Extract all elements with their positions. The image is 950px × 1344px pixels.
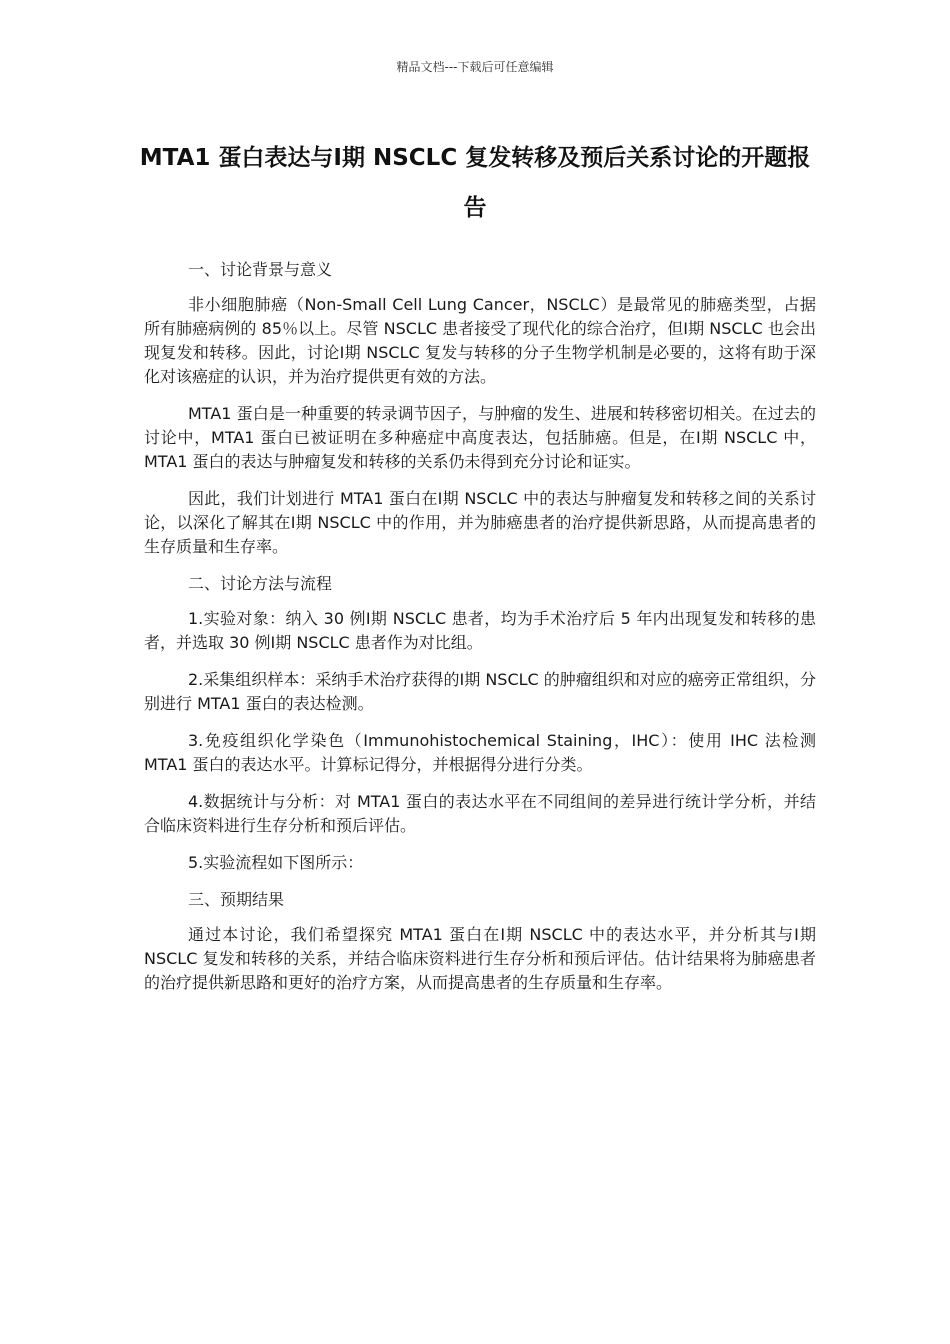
paragraph-background-3: 因此，我们计划进行 MTA1 蛋白在Ⅰ期 NSCLC 中的表达与肿瘤复发和转移之间的关系讨论，以深化了解其在Ⅰ期 NSCLC 中的作用，并为肺癌患者的治疗提供新思路，从而提高患者的生存质量和生存率。 — [144, 489, 816, 556]
document-title: MTA1 蛋白表达与Ⅰ期 NSCLC 复发转移及预后关系讨论的开题报告 — [139, 145, 811, 221]
paragraph-methods-2: 2.采集组织样本：采纳手术治疗获得的Ⅰ期 NSCLC 的肿瘤组织和对应的癌旁正常组织，分别进行 MTA1 蛋白的表达检测。 — [144, 670, 816, 713]
section-heading-expected-results: 三、预期结果 — [188, 890, 285, 909]
paragraph-background-2: MTA1 蛋白是一种重要的转录调节因子，与肿瘤的发生、进展和转移密切相关。在过去的讨论中，MTA1 蛋白已被证明在多种癌症中高度表达，包括肺癌。但是，在Ⅰ期 NSCLC 中，MTA1 蛋白的表达与肿瘤复发和转移的关系仍未得到充分讨论和证实。 — [144, 404, 816, 471]
paragraph-methods-3: 3.免疫组织化学染色（Immunohistochemical Staining，IHC）：使用 IHC 法检测 MTA1 蛋白的表达水平。计算标记得分，并根据得分进行分类。 — [144, 731, 816, 774]
section-heading-methods: 二、讨论方法与流程 — [188, 574, 333, 593]
paragraph-methods-5: 5.实验流程如下图所示： — [188, 853, 364, 872]
paragraph-methods-1: 1.实验对象：纳入 30 例Ⅰ期 NSCLC 患者，均为手术治疗后 5 年内出现复发和转移的患者，并选取 30 例Ⅰ期 NSCLC 患者作为对比组。 — [144, 609, 816, 652]
page-header-note: 精品文档---下载后可任意编辑 — [396, 60, 554, 74]
section-heading-background: 一、讨论背景与意义 — [188, 260, 333, 279]
document-body — [144, 258, 816, 1008]
paragraph-expected-results: 通过本讨论，我们希望探究 MTA1 蛋白在Ⅰ期 NSCLC 中的表达水平，并分析其与Ⅰ期 NSCLC 复发和转移的关系，并结合临床资料进行生存分析和预后评估。估计结果将为肺癌患者的治疗提供新思路和更好的治疗方案，从而提高患者的生存质量和生存率。 — [144, 925, 816, 992]
paragraph-background-1: 非小细胞肺癌（Non-Small Cell Lung Cancer，NSCLC）是最常见的肺癌类型，占据所有肺癌病例的 85％以上。尽管 NSCLC 患者接受了现代化的综合治疗，但Ⅰ期 NSCLC 也会出现复发和转移。因此，讨论Ⅰ期 NSCLC 复发与转移的分子生物学机制是必要的，这将有助于深化对该癌症的认识，并为治疗提供更有效的方法。 — [144, 295, 816, 386]
paragraph-methods-4: 4.数据统计与分析：对 MTA1 蛋白的表达水平在不同组间的差异进行统计学分析，并结合临床资料进行生存分析和预后评估。 — [144, 792, 816, 835]
